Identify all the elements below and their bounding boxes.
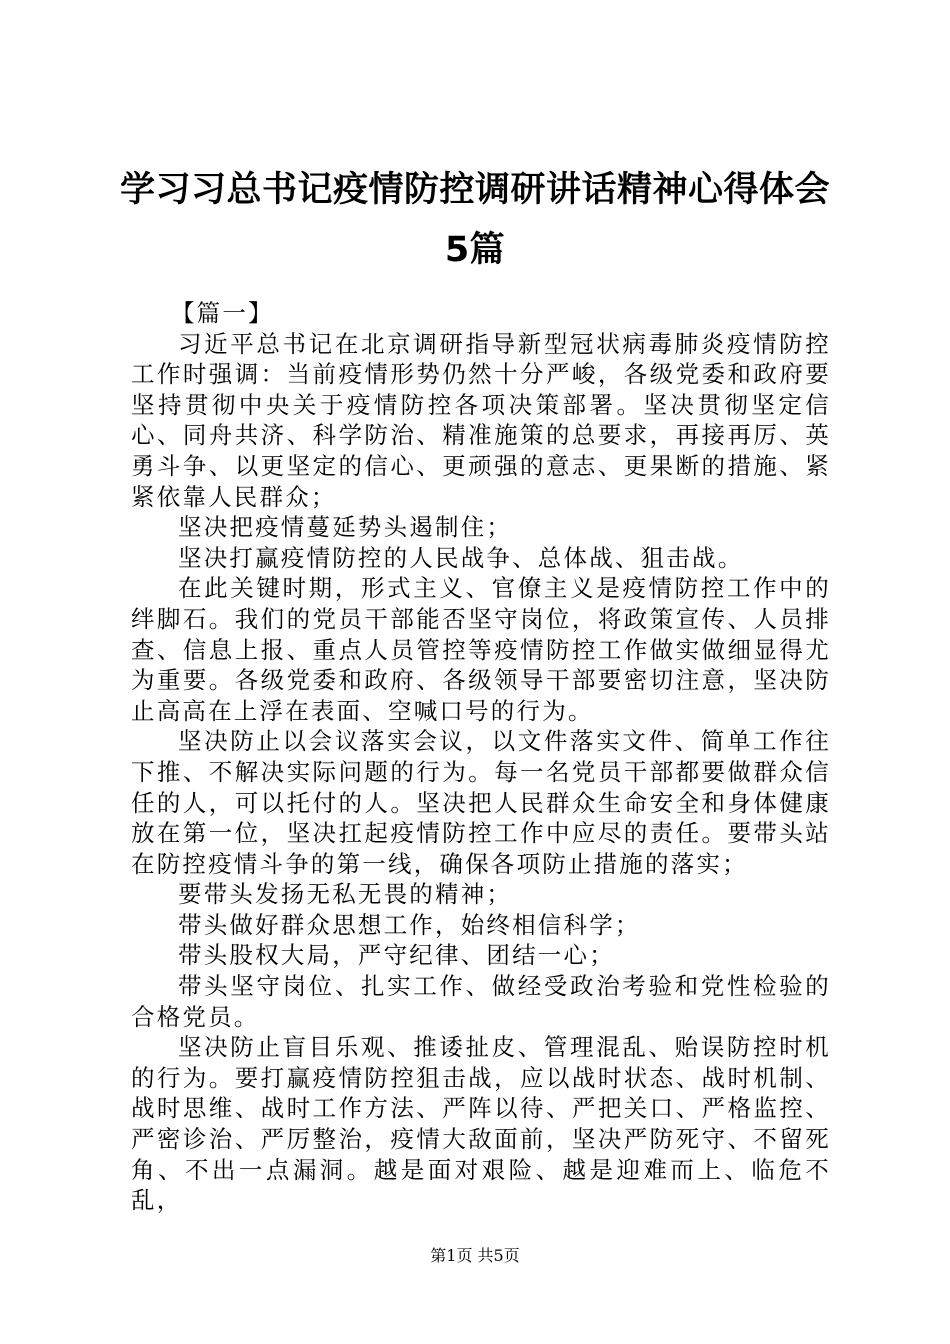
paragraph: 坚决把疫情蔓延势头遏制住；: [178, 513, 513, 542]
document-body: [131, 298, 831, 1216]
paragraph: 坚决防止盲目乐观、推诿扯皮、管理混乱、贻误防控时机的行为。要打赢疫情防控狙击战，应以战时状态、战时机制、战时思维、战时工作方法、严阵以待、严把关口、严格监控、严密诊治、严厉整治，疫情大敌面前，坚决严防死守、不留死角、不出一点漏洞。越是面对艰险、越是迎难而上、临危不乱，: [131, 1033, 831, 1215]
document-title: [110, 160, 840, 280]
section-label: 【篇一】: [170, 299, 274, 327]
title-line-1: 学习习总书记疫情防控调研讲话精神心得体会: [119, 170, 830, 210]
paragraph: 带头做好群众思想工作，始终相信科学；: [178, 910, 641, 939]
title-line-2: 5篇: [444, 230, 506, 270]
paragraph: 坚决防止以会议落实会议，以文件落实文件、简单工作往下推、不解决实际问题的行为。每一名党员干部都要做群众信任的人，可以托付的人。坚决把人民群众生命安全和身体健康放在第一位，坚决扛起疫情防控工作中应尽的责任。要带头站在防控疫情斗争的第一线，确保各项防止措施的落实；: [131, 727, 831, 878]
paragraph: 习近平总书记在北京调研指导新型冠状病毒肺炎疫情防控工作时强调：当前疫情形势仍然十分严峻，各级党委和政府要坚持贯彻中央关于疫情防控各项决策部署。坚决贯彻坚定信心、同舟共济、科学防治、精准施策的总要求，再接再厉、英勇斗争、以更坚定的信心、更顽强的意志、更果断的措施、紧紧依靠人民群众；: [131, 329, 831, 511]
paragraph: 带头股权大局，严守纪律、团结一心；: [178, 941, 615, 970]
paragraph: 要带头发扬无私无畏的精神；: [178, 880, 513, 909]
page-footer: 第1页 共5页: [430, 1246, 520, 1265]
paragraph: 坚决打赢疫情防控的人民战争、总体战、狙击战。: [178, 543, 744, 572]
paragraph: 在此关键时期，形式主义、官僚主义是疫情防控工作中的绊脚石。我们的党员干部能否坚守岗位，将政策宣传、人员排查、信息上报、重点人员管控等疫情防控工作做实做细显得尤为重要。各级党委和政府、各级领导干部要密切注意，坚决防止高高在上浮在表面、空喊口号的行为。: [131, 574, 831, 725]
paragraph: 带头坚守岗位、扎实工作、做经受政治考验和党性检验的合格党员。: [131, 972, 831, 1031]
